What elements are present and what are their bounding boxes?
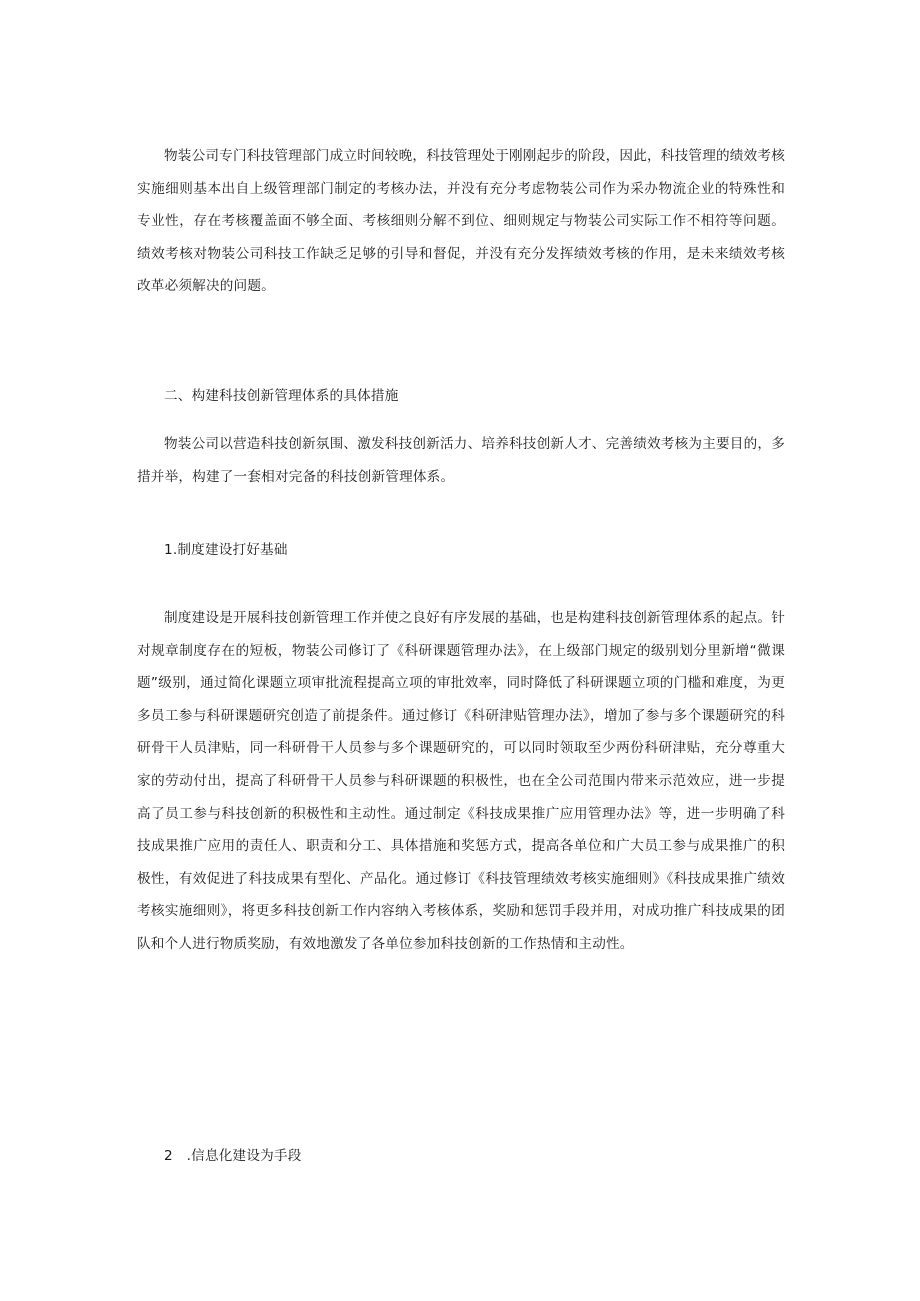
subsection-heading-institution: 1.制度建设打好基础	[164, 542, 288, 558]
body-paragraph-performance-issues: 物装公司专门科技管理部门成立时间较晚，科技管理处于刚刚起步的阶段，因此，科技管理的绩效考核实施细则基本出自上级管理部门制定的考核办法，并没有充分考虑物装公司作为采办物流企业的特殊性和专业性，存在考核覆盖面不够全面、考核细则分解不到位、细则规定与物装公司实际工作不相符等问题。绩效考核对物装公司科技工作缺乏足够的引导和督促，并没有充分发挥绩效考核的作用，是未来绩效考核改革必须解决的问题。	[137, 148, 785, 295]
body-paragraph-system-overview: 物装公司以营造科技创新氛围、激发科技创新活力、培养科技创新人才、完善绩效考核为主要目的，多措并举，构建了一套相对完备的科技创新管理体系。	[137, 436, 785, 485]
subsection-heading-informatization: 2 .信息化建设为手段	[164, 1148, 302, 1164]
body-paragraph-institution-building: 制度建设是开展科技创新管理工作并使之良好有序发展的基础，也是构建科技创新管理体系的起点。针对规章制度存在的短板，物装公司修订了《科研课题管理办法》，在上级部门规定的级别划分里新增“微课题”级别，通过简化课题立项审批流程提高立项的审批效率，同时降低了科研课题立项的门槛和难度，为更多员工参与科研课题研究创造了前提条件。通过修订《科研津贴管理办法》，增加了参与多个课题研究的科研骨干人员津贴，同一科研骨干人员参与多个课题研究的，可以同时领取至少两份科研津贴，充分尊重大家的劳动付出，提高了科研骨干人员参与科研课题的积极性，也在全公司范围内带来示范效应，进一步提高了员工参与科技创新的积极性和主动性。通过制定《科技成果推广应用管理办法》等，进一步明确了科技成果推广应用的责任人、职责和分工、具体措施和奖惩方式，提高各单位和广大员工参与成果推广的积极性，有效促进了科技成果有型化、产品化。通过修订《科技管理绩效考核实施细则》《科技成果推广绩效考核实施细则》，将更多科技创新工作内容纳入考核体系，奖励和惩罚手段并用，对成功推广科技成果的团队和个人进行物质奖励，有效地激发了各单位参加科技创新的工作热情和主动性。	[137, 610, 785, 952]
section-heading-measures: 二、构建科技创新管理体系的具体措施	[164, 388, 399, 404]
